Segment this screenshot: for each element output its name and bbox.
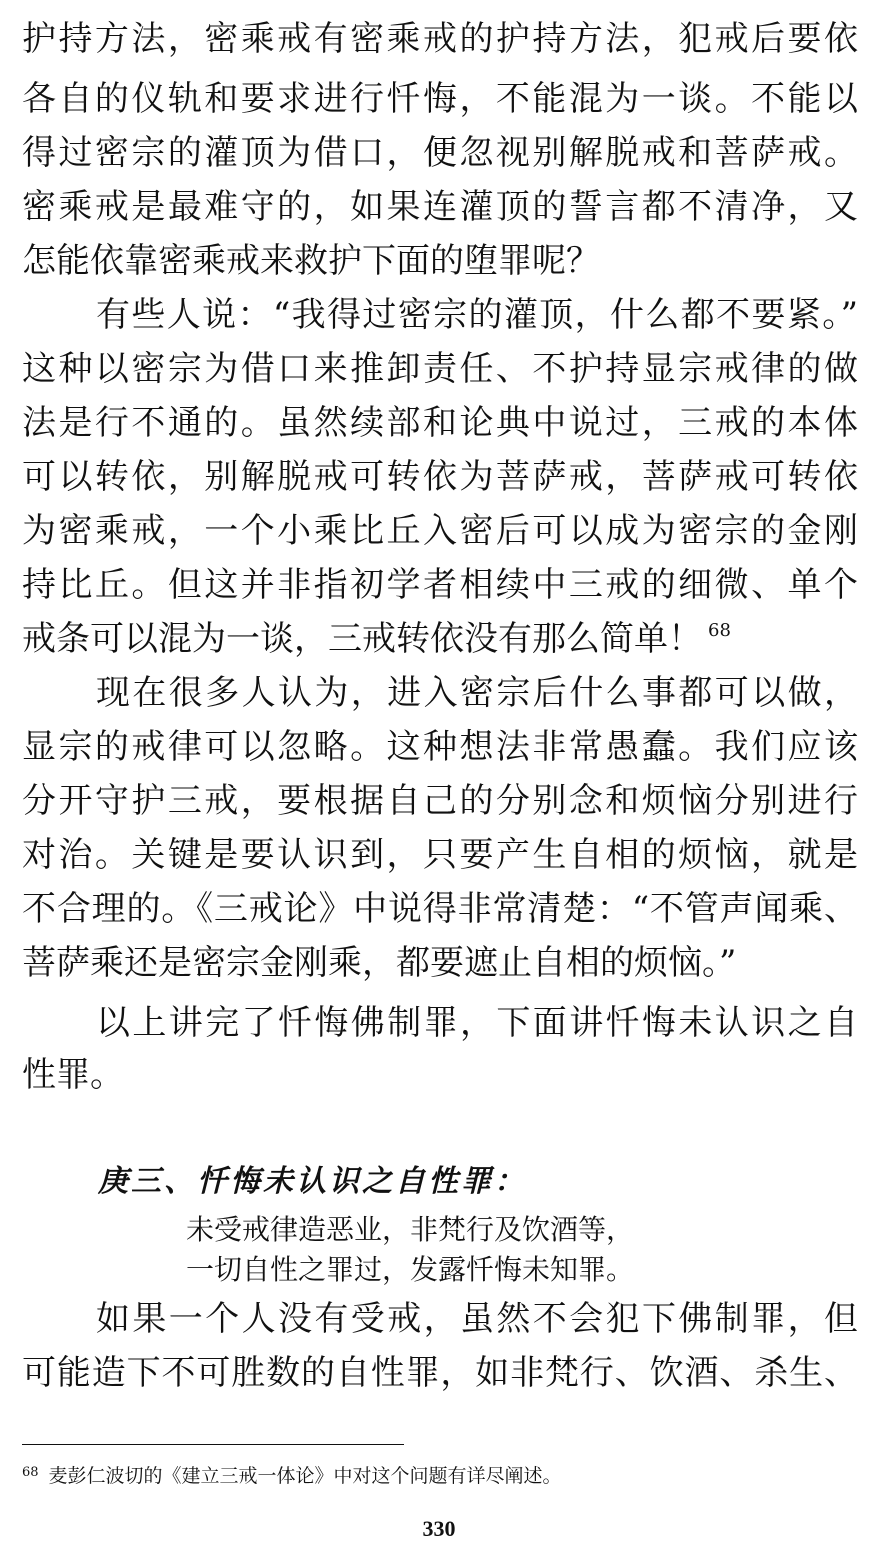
body-line: 性罪。	[22, 1055, 124, 1095]
body-line: 如果一个人没有受戒，虽然不会犯下佛制罪，但	[96, 1299, 858, 1339]
body-line: 对治。关键是要认识到，只要产生自相的烦恼，就是	[22, 835, 858, 875]
section-heading: 庚三、忏悔未认识之自性罪：	[98, 1164, 527, 1199]
body-line: 现在很多人认为，进入密宗后什么事都可以做，	[96, 673, 858, 713]
body-line: 以上讲完了忏悔佛制罪，下面讲忏悔未认识之自	[96, 1003, 858, 1043]
footnote-text: 麦彭仁波切的《建立三戒一体论》中对这个问题有详尽阐述。	[48, 1465, 562, 1487]
body-line: 可能造下不可胜数的自性罪，如非梵行、饮酒、杀生、	[22, 1353, 858, 1393]
body-line: 为密乘戒，一个小乘比丘入密后可以成为密宗的金刚	[22, 511, 858, 551]
footnote-reference[interactable]: 68	[708, 620, 731, 641]
body-line-text: 戒条可以混为一谈，三戒转依没有那么简单！	[22, 619, 702, 659]
body-line: 各自的仪轨和要求进行忏悔，不能混为一谈。不能以	[22, 79, 858, 119]
footnote-divider	[22, 1444, 404, 1445]
body-line: 法是行不通的。虽然续部和论典中说过，三戒的本体	[22, 403, 858, 443]
body-line: 分开守护三戒，要根据自己的分别念和烦恼分别进行	[22, 781, 858, 821]
body-line: 显宗的戒律可以忽略。这种想法非常愚蠢。我们应该	[22, 727, 858, 767]
footnote	[22, 1458, 858, 1488]
page-number: 330	[422, 1516, 456, 1541]
footnote-number: 68	[22, 1465, 39, 1480]
body-line: 持比丘。但这并非指初学者相续中三戒的细微、单个	[22, 565, 858, 605]
verse-line: 未受戒律造恶业，非梵行及饮酒等，	[186, 1213, 635, 1246]
body-line: 得过密宗的灌顶为借口，便忽视别解脱戒和菩萨戒。	[22, 133, 858, 173]
body-line: 这种以密宗为借口来推卸责任、不护持显宗戒律的做	[22, 349, 858, 389]
body-line: 菩萨乘还是密宗金刚乘，都要遮止自相的烦恼。”	[22, 943, 737, 983]
body-line: 有些人说：“我得过密宗的灌顶，什么都不要紧。”	[96, 295, 858, 335]
body-line: 不合理的。《三戒论》中说得非常清楚：“不管声闻乘、	[22, 889, 858, 929]
body-line: 护持方法，密乘戒有密乘戒的护持方法，犯戒后要依	[22, 19, 858, 59]
body-line: 怎能依靠密乘戒来救护下面的堕罪呢？	[22, 241, 600, 281]
body-line: 可以转依，别解脱戒可转依为菩萨戒，菩萨戒可转依	[22, 457, 858, 497]
verse-line: 一切自性之罪过，发露忏悔未知罪。	[186, 1253, 635, 1286]
body-line: 密乘戒是最难守的，如果连灌顶的誓言都不清净，又	[22, 187, 858, 227]
body-line-with-footnote	[22, 612, 858, 666]
